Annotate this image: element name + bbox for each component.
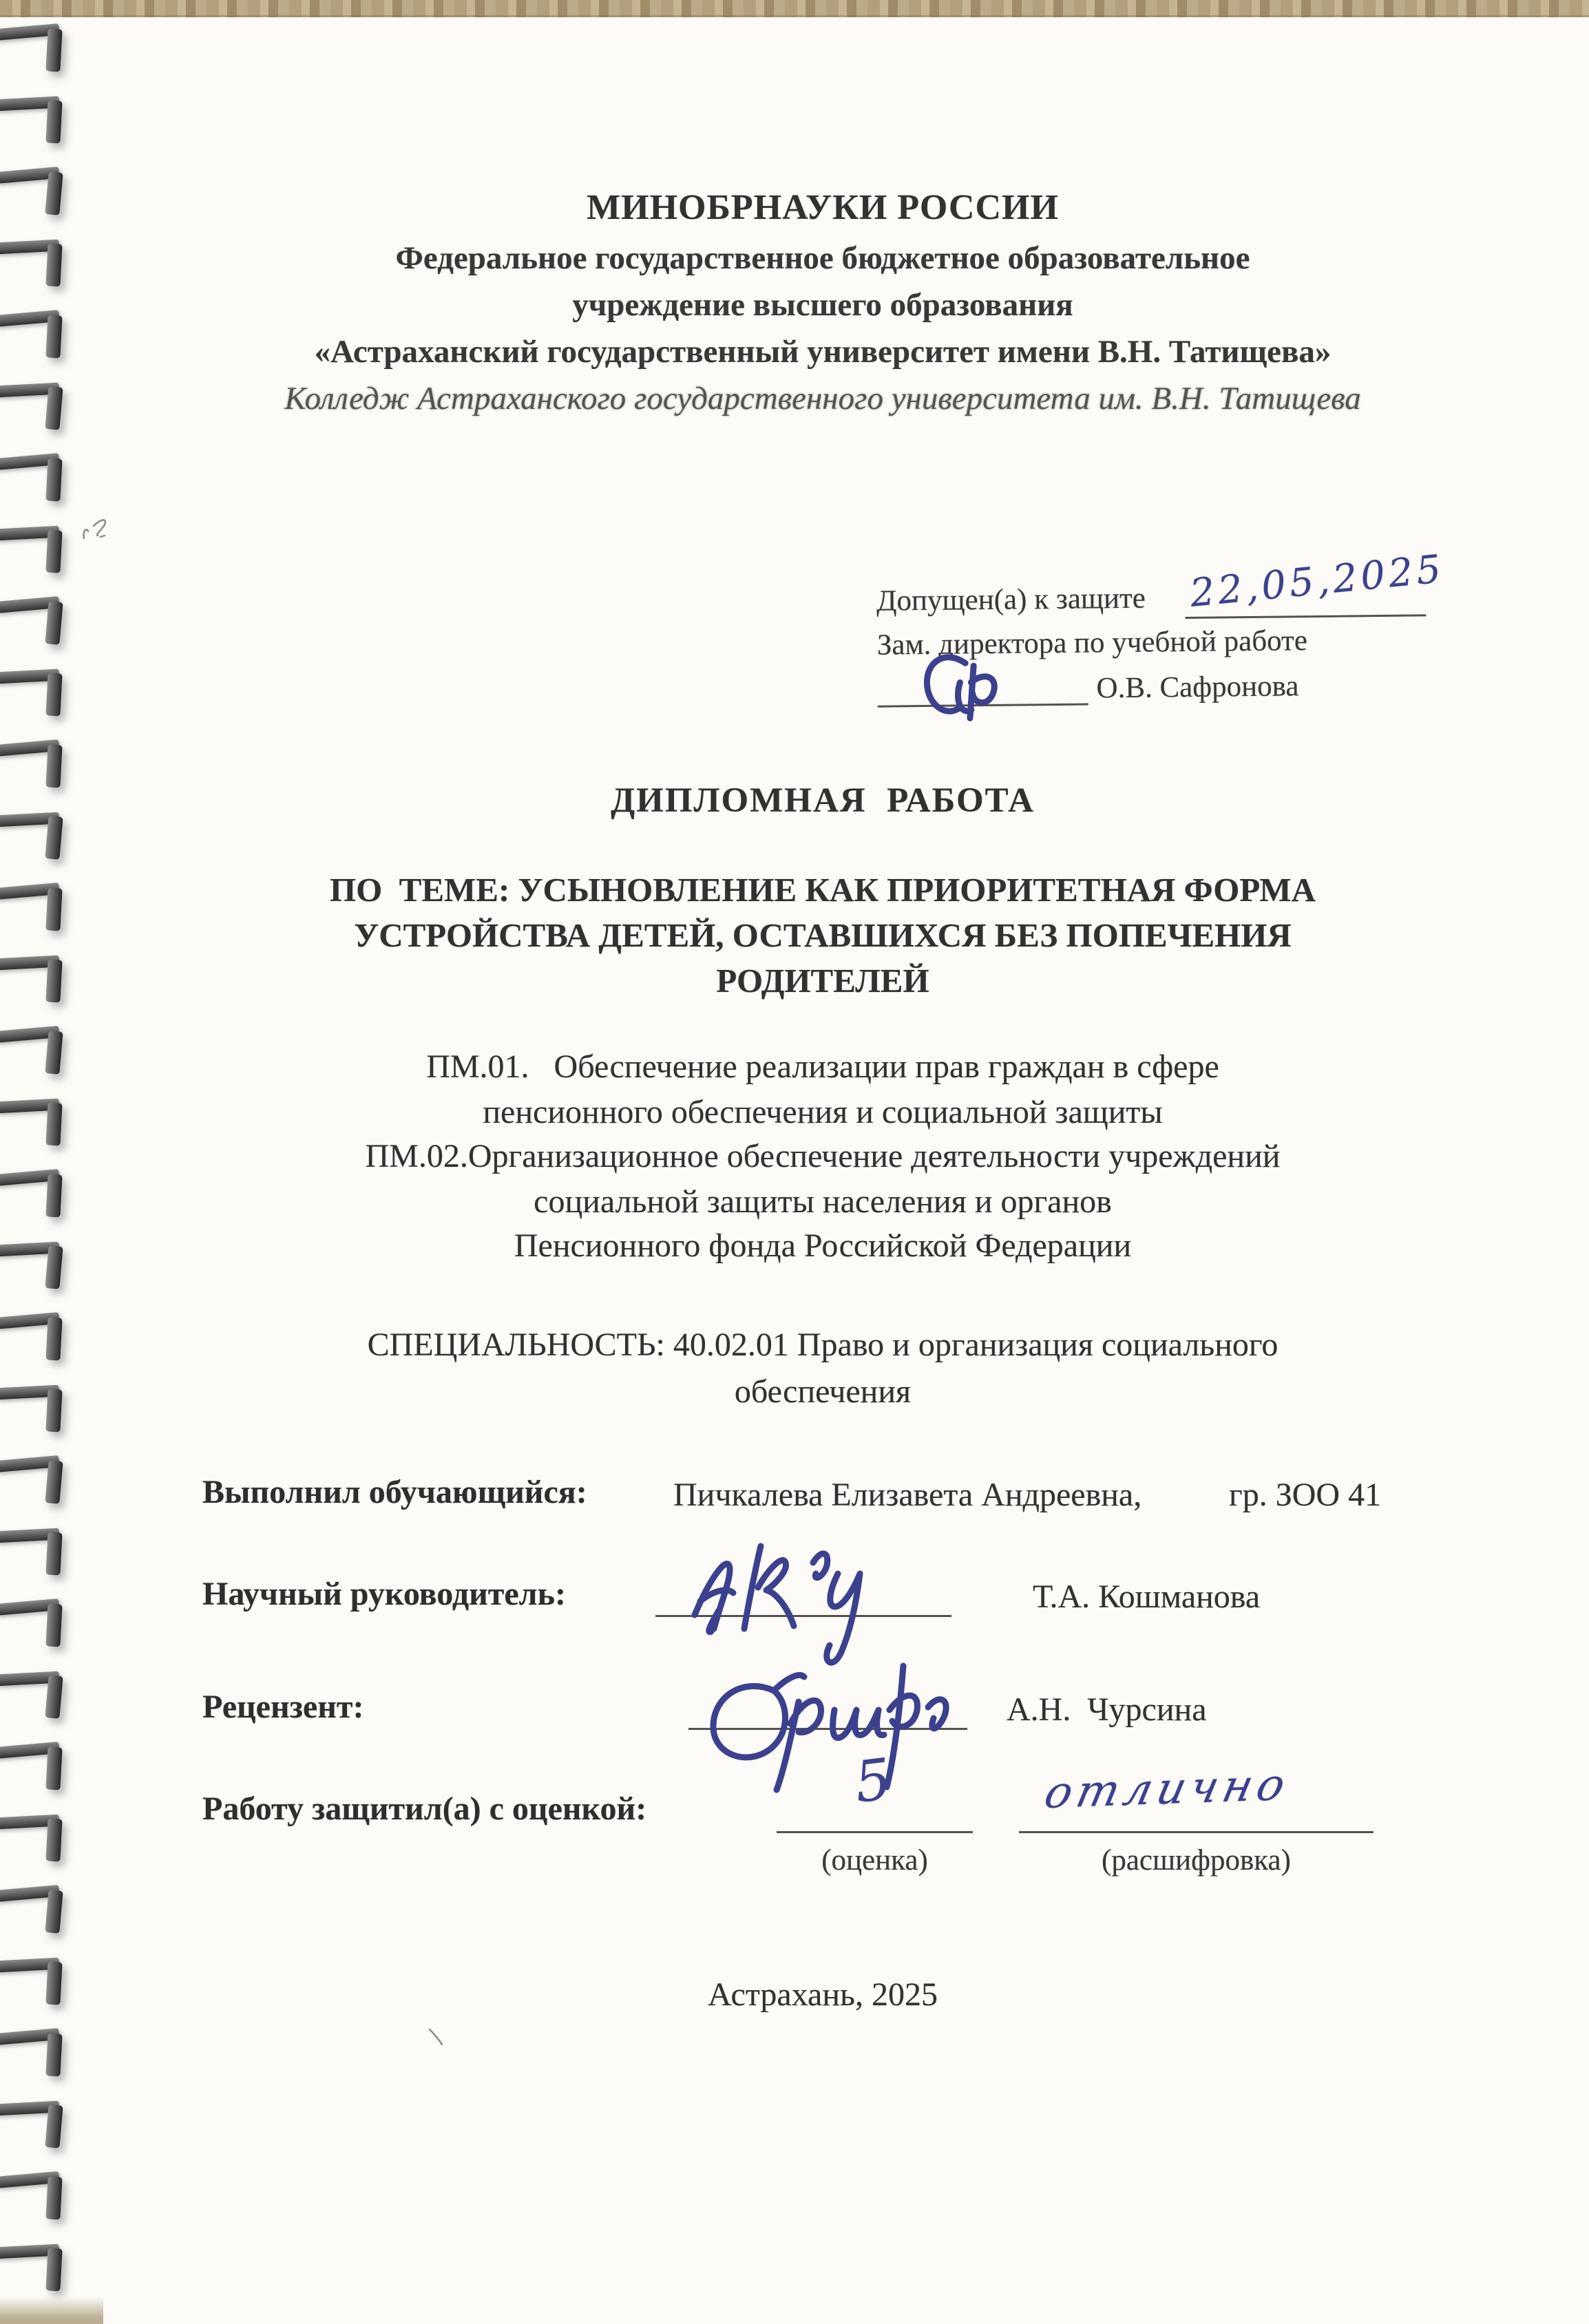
reviewer-name: А.Н. Чурсина <box>1007 1691 1207 1728</box>
binding-hook <box>0 880 84 939</box>
admitted-date-line <box>1185 614 1426 619</box>
theme-line: РОДИТЕЛЕЙ <box>716 962 929 1000</box>
stray-pencil-mark <box>421 2022 456 2050</box>
module-pm01-line2: пенсионного обеспечения и социальной защиты <box>483 1094 1163 1130</box>
approval-block <box>876 547 1497 737</box>
binding-hook <box>0 2025 84 2084</box>
module-pm01-line1: ПМ.01. Обеспечение реализации прав граждан в сфере <box>426 1048 1219 1085</box>
reviewer-label: Рецензент: <box>202 1689 364 1725</box>
binding-hook <box>0 379 84 438</box>
binding-hook <box>0 1954 84 2013</box>
performer-name: Пичкалева Елизавета Андреевна, <box>673 1477 1142 1513</box>
binding-hook <box>0 164 84 223</box>
binding-hook <box>0 1095 84 1154</box>
specialty-line1: СПЕЦИАЛЬНОСТЬ: 40.02.01 Право и организация социального <box>367 1327 1278 1363</box>
document-type-title: ДИПЛОМНАЯ РАБОТА <box>611 781 1035 820</box>
supervisor-label: Научный руководитель: <box>202 1576 566 1612</box>
binding-hook <box>0 1381 84 1440</box>
binding-hook <box>0 1810 84 1870</box>
binding-hook <box>0 665 84 724</box>
college-name: Колледж Астраханского государственного университета им. В.Н. Татищева <box>284 381 1361 416</box>
binding-hook <box>0 92 84 151</box>
binding-hook <box>0 2168 84 2228</box>
scan-bottom-edge <box>0 2296 103 2324</box>
binding-hook <box>0 1452 84 1512</box>
binding-hook <box>0 737 84 796</box>
supervisor-name: Т.А. Кошманова <box>1033 1578 1261 1615</box>
ministry-line: МИНОБРНАУКИ РОССИИ <box>587 188 1059 227</box>
grade-handwritten: 5 <box>851 1746 895 1816</box>
binding-hook <box>0 1596 84 1655</box>
binding-hook <box>0 1882 84 1941</box>
binding-hook <box>0 2240 84 2299</box>
module-pm02-line3: Пенсионного фонда Российской Федерации <box>514 1227 1132 1264</box>
admitted-label: Допущен(а) к защите <box>876 582 1146 617</box>
binding-hook <box>0 307 84 366</box>
binding-hook <box>0 2097 84 2156</box>
performer-group: гр. ЗОО 41 <box>1229 1477 1382 1513</box>
binding-hook <box>0 1667 84 1726</box>
grade-line <box>777 1831 973 1833</box>
binding-hook <box>0 1309 84 1369</box>
grade-word-handwritten: отлично <box>1040 1759 1295 1819</box>
binding-hook <box>0 1739 84 1798</box>
binding-hook <box>0 21 84 80</box>
binding-hook <box>0 1524 84 1583</box>
binding-hook <box>0 1238 84 1297</box>
module-pm02-line1: ПМ.02.Организационное обеспечение деятельности учреждений <box>365 1138 1281 1174</box>
binding-hook <box>0 593 84 653</box>
deputy-name: О.В. Сафронова <box>1096 670 1299 705</box>
deputy-director-title: Зам. директора по учебной работе <box>876 624 1308 662</box>
theme-line: ПО ТЕМЕ: УСЫНОВЛЕНИЕ КАК ПРИОРИТЕТНАЯ ФОРМА <box>329 871 1316 909</box>
performer-label: Выполнил обучающийся: <box>202 1474 587 1510</box>
grade-word-line <box>1019 1831 1374 1833</box>
binding-hook <box>0 235 84 295</box>
org-name-line1: Федеральное государственное бюджетное образовательное <box>395 240 1250 276</box>
binding-hook <box>0 450 84 509</box>
grade-caption: (оценка) <box>821 1844 928 1877</box>
specialty-line2: обеспечения <box>734 1373 912 1410</box>
binding-hook <box>0 1023 84 1082</box>
stray-pencil-mark <box>77 509 118 551</box>
decipher-caption: (расшифровка) <box>1102 1844 1291 1877</box>
theme-line: УСТРОЙСТВА ДЕТЕЙ, ОСТАВШИХСЯ БЕЗ ПОПЕЧЕНИЯ <box>354 916 1292 954</box>
binding-hook <box>0 808 84 867</box>
university-name: «Астраханский государственный университет имени В.Н. Татищева» <box>314 334 1332 370</box>
admitted-date-handwritten: 22,05,2025 <box>1188 547 1446 616</box>
module-pm02-line2: социальной защиты населения и органов <box>534 1183 1112 1220</box>
signature-safronova <box>918 646 1071 723</box>
binding-hook <box>0 522 84 581</box>
binding-hook <box>0 951 84 1011</box>
org-name-line2: учреждение высшего образования <box>572 287 1073 323</box>
city-year: Астрахань, 2025 <box>708 1976 938 2013</box>
defense-label: Работу защитил(а) с оценкой: <box>202 1790 647 1827</box>
signature-chursina <box>702 1625 964 1797</box>
binding-hook <box>0 1166 84 1225</box>
scan-top-edge <box>0 0 1589 17</box>
